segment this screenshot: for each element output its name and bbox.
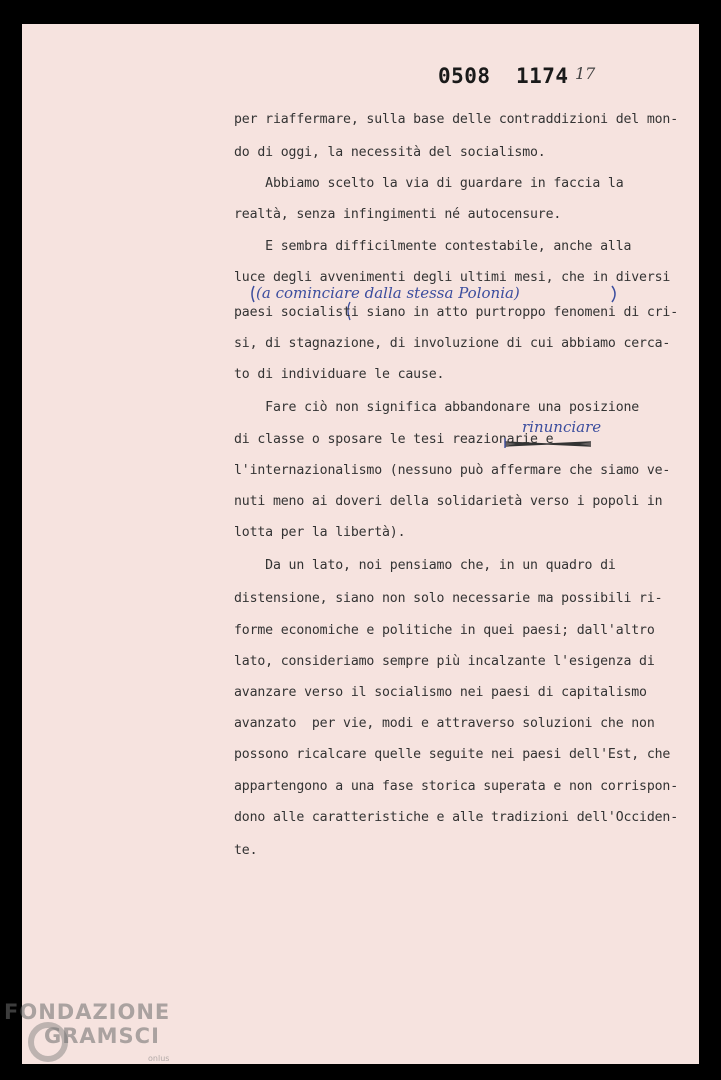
text-line: Abbiamo scelto la via di guardare in faccia la [234, 176, 624, 191]
text-line: to di individuare le cause. [234, 367, 445, 382]
archive-stamp-number-1: 0508 [438, 64, 491, 88]
archive-stamp-number-2: 1174 [516, 64, 569, 88]
text-line: te. [234, 843, 258, 858]
text-line: distensione, siano non solo necessarie ma possibili ri- [234, 591, 663, 606]
text-line: forme economiche e politiche in quei paesi; dall'altro [234, 623, 655, 638]
watermark-suffix: onlus [148, 1054, 170, 1063]
archive-stamp-handwritten: 17 [575, 64, 596, 83]
strikethrough-icon [503, 438, 593, 448]
text-line: luce degli avvenimenti degli ultimi mesi, che in diversi [234, 270, 671, 285]
text-line: di classe o sposare le tesi reazionarie e [234, 432, 554, 447]
text-line: do di oggi, la necessità del socialismo. [234, 145, 546, 160]
text-line: appartengono a una fase storica superata e non corrispon- [234, 779, 679, 794]
text-line: lotta per la libertà). [234, 525, 406, 540]
text-line: nuti meno ai doveri della solidarietà verso i popoli in [234, 494, 663, 509]
text-line: l'internazionalismo (nessuno può affermare che siamo ve- [234, 463, 671, 478]
handwritten-insertion: rinunciare [522, 418, 602, 436]
text-line: Da un lato, noi pensiamo che, in un quadro di [234, 558, 616, 573]
text-line: E sembra difficilmente contestabile, anche alla [234, 239, 632, 254]
text-line: si, di stagnazione, di involuzione di cui abbiamo cerca- [234, 336, 671, 351]
text-line: paesi socialisti siano in atto purtroppo fenomeni di cri- [234, 305, 679, 320]
text-line: avanzare verso il socialismo nei paesi di capitalismo [234, 685, 647, 700]
text-line: lato, consideriamo sempre più incalzante l'esigenza di [234, 654, 655, 669]
text-line: Fare ciò non significa abbandonare una posizione [234, 400, 640, 415]
text-line: dono alle caratteristiche e alle tradizioni dell'Occiden- [234, 810, 679, 825]
text-line: avanzato per vie, modi e attraverso soluzioni che non [234, 716, 655, 731]
text-line: possono ricalcare quelle seguite nei paesi dell'Est, che [234, 747, 671, 762]
watermark-line-2: GRAMSCI [44, 1024, 160, 1048]
text-line: realtà, senza infingimenti né autocensure. [234, 207, 562, 222]
watermark-text [4, 1000, 170, 1048]
text-line: per riaffermare, sulla base delle contraddizioni del mon- [234, 112, 679, 127]
handwritten-insertion: (a cominciare dalla stessa Polonia) [256, 284, 520, 302]
watermark-line-1: FONDAZIONE [4, 1000, 171, 1024]
